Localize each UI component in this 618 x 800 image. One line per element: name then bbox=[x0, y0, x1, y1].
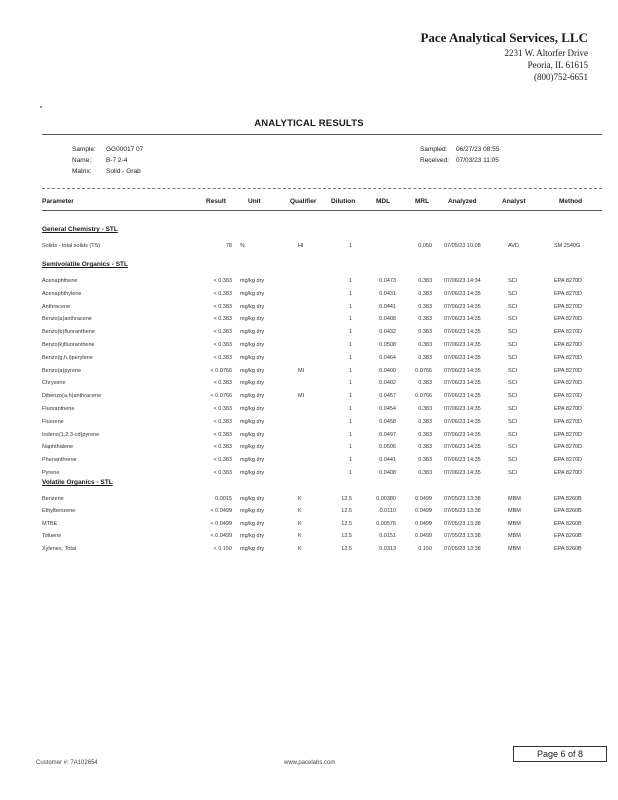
cell-mrl: 0.0766 bbox=[415, 393, 432, 400]
cell-method: EPA 8270D bbox=[554, 444, 583, 451]
cell-analyst: SCI bbox=[508, 444, 518, 451]
cell-analyst: SCI bbox=[508, 367, 518, 374]
cell-dilution: 12.5 bbox=[341, 496, 352, 502]
cell-analyzed: 07/06/23 14:35 bbox=[444, 290, 481, 297]
cell-unit: % bbox=[240, 243, 245, 249]
cell-mdl: 0.0457 bbox=[379, 393, 396, 400]
cell-param: Fluoranthene bbox=[42, 406, 75, 412]
table-row bbox=[0, 521, 618, 533]
cell-param: Pyrene bbox=[42, 470, 60, 476]
sample-label: Sample: bbox=[72, 146, 96, 153]
cell-mdl: 0.0508 bbox=[379, 342, 396, 348]
table-row bbox=[0, 432, 618, 444]
table-row bbox=[0, 470, 618, 482]
cell-method: EPA 8260B bbox=[554, 508, 582, 515]
cell-param: Benzene bbox=[42, 496, 64, 502]
cell-result: < 0.383 bbox=[213, 406, 232, 412]
cell-unit: mg/kg dry bbox=[240, 508, 265, 515]
cell-result: < 0.150 bbox=[213, 545, 232, 552]
cell-mrl: 0.383 bbox=[418, 406, 432, 412]
cell-unit: mg/kg dry bbox=[240, 457, 265, 464]
cell-analyst: SCI bbox=[508, 431, 518, 438]
table-row bbox=[0, 406, 618, 418]
cell-method: EPA 8270D bbox=[554, 431, 583, 438]
cell-analyzed: 07/06/23 14:35 bbox=[444, 470, 481, 476]
cell-analyst: MBM bbox=[508, 496, 521, 502]
cell-unit: mg/kg dry bbox=[240, 367, 265, 374]
header-divider-bottom bbox=[42, 210, 602, 211]
cell-unit: mg/kg dry bbox=[240, 278, 265, 284]
cell-dilution: 1 bbox=[348, 457, 352, 464]
sample-value: GG00017 07 bbox=[106, 146, 144, 153]
cell-result: 0.0015 bbox=[215, 496, 232, 502]
cell-dilution: 1 bbox=[348, 367, 352, 374]
cell-analyzed: 07/05/23 13:38 bbox=[444, 508, 481, 515]
name-value: B-7 2-4 bbox=[106, 157, 128, 164]
cell-analyst: SCI bbox=[508, 316, 518, 323]
cell-analyzed: 07/06/23 14:35 bbox=[444, 367, 481, 374]
cell-unit: mg/kg dry bbox=[240, 380, 265, 387]
cell-unit: mg/kg dry bbox=[240, 406, 265, 412]
cell-mdl: 0.0473 bbox=[379, 278, 396, 284]
cell-analyst: SCI bbox=[508, 290, 518, 297]
col-method: Method bbox=[559, 198, 583, 205]
cell-method: EPA 8270D bbox=[554, 329, 583, 336]
cell-mrl: 0.383 bbox=[418, 290, 432, 297]
cell-param: Dibenzo(a,h)anthracene bbox=[42, 393, 102, 400]
cell-method: EPA 8270D bbox=[554, 316, 583, 323]
cell-mdl: 0.0408 bbox=[379, 316, 396, 323]
cell-analyzed: 07/06/23 14:35 bbox=[444, 342, 481, 348]
cell-result: < 0.383 bbox=[213, 431, 232, 438]
cell-result: < 0.0499 bbox=[210, 508, 232, 515]
cell-unit: mg/kg dry bbox=[240, 418, 265, 425]
cell-mdl: 0.00576 bbox=[376, 520, 396, 527]
cell-mrl: 0.383 bbox=[418, 431, 432, 438]
cell-analyzed: 07/06/23 14:35 bbox=[444, 393, 481, 400]
cell-result: < 0.383 bbox=[213, 444, 232, 451]
sample-name bbox=[72, 157, 127, 164]
cell-mrl: 0.150 bbox=[418, 545, 432, 552]
cell-analyst: MBM bbox=[508, 545, 521, 552]
cell-method: EPA 8270D bbox=[554, 457, 583, 464]
cell-mrl: 0.383 bbox=[418, 354, 432, 361]
table-row bbox=[0, 508, 618, 520]
cell-mrl: 0.383 bbox=[418, 316, 432, 323]
cell-mdl: 0.0432 bbox=[379, 329, 396, 336]
cell-result: < 0.383 bbox=[213, 380, 232, 387]
cell-analyst: SCI bbox=[508, 303, 518, 310]
col-analyst: Analyst bbox=[502, 198, 526, 205]
table-row bbox=[0, 546, 618, 558]
cell-mrl: 0.383 bbox=[418, 342, 432, 348]
cell-result: < 0.383 bbox=[213, 354, 232, 361]
cell-unit: mg/kg dry bbox=[240, 303, 265, 310]
cell-result: < 0.383 bbox=[213, 470, 232, 476]
section-title-semivolatile: Semivolatile Organics - STL bbox=[42, 261, 128, 268]
cell-result: < 0.0499 bbox=[210, 533, 232, 540]
cell-result: < 0.383 bbox=[213, 329, 232, 336]
table-row bbox=[0, 316, 618, 328]
table-row bbox=[0, 329, 618, 341]
cell-analyzed: 07/06/23 14:35 bbox=[444, 329, 481, 336]
cell-dilution: 1 bbox=[348, 444, 352, 451]
cell-analyzed: 07/06/23 14:35 bbox=[444, 303, 481, 310]
cell-dilution: 1 bbox=[348, 243, 352, 249]
page-number: Page 6 of 8 bbox=[513, 746, 607, 762]
cell-analyzed: 07/06/23 14:35 bbox=[444, 354, 481, 361]
cell-analyst: SCI bbox=[508, 457, 518, 464]
cell-dilution: 1 bbox=[348, 303, 352, 310]
cell-analyst: MBM bbox=[508, 533, 521, 540]
cell-analyzed: 07/06/23 14:35 bbox=[444, 444, 481, 451]
cell-dilution: 1 bbox=[348, 470, 352, 476]
cell-result: < 0.383 bbox=[213, 418, 232, 425]
received-value: 07/03/23 11:05 bbox=[456, 157, 499, 164]
cell-analyst: SCI bbox=[508, 329, 518, 336]
cell-dilution: 1 bbox=[348, 393, 352, 400]
table-row bbox=[0, 419, 618, 431]
cell-analyst: SCI bbox=[508, 354, 518, 361]
cell-mrl: 0.0499 bbox=[415, 520, 432, 527]
cell-param: Benzo(a)pyrene bbox=[42, 367, 82, 374]
cell-unit: mg/kg dry bbox=[240, 520, 265, 527]
table-row bbox=[0, 355, 618, 367]
cell-param: Solids - total solids (TS) bbox=[42, 243, 101, 249]
sampled-date bbox=[420, 146, 499, 153]
cell-mrl: 0.0499 bbox=[415, 508, 432, 515]
table-row bbox=[0, 291, 618, 303]
received-label: Received: bbox=[420, 157, 449, 164]
col-qualifier: Qualifier bbox=[290, 198, 317, 205]
cell-analyzed: 07/05/23 13:38 bbox=[444, 496, 481, 502]
col-unit: Unit bbox=[248, 198, 261, 205]
cell-analyst: SCI bbox=[508, 278, 518, 284]
company-phone: (800)752-6651 bbox=[534, 72, 588, 82]
cell-mrl: 0.383 bbox=[418, 329, 432, 336]
customer-number: Customer #: 7A102654 bbox=[36, 760, 98, 766]
cell-dilution: 1 bbox=[348, 354, 352, 361]
sampled-label: Sampled: bbox=[420, 146, 448, 153]
cell-method: EPA 8270D bbox=[554, 367, 583, 374]
cell-mrl: 0.383 bbox=[418, 444, 432, 451]
cell-param: Phenanthrene bbox=[42, 457, 77, 464]
cell-result: < 0.383 bbox=[213, 316, 232, 323]
table-row bbox=[0, 380, 618, 392]
cell-method: EPA 8260B bbox=[554, 520, 582, 527]
cell-analyzed: 07/05/23 10:08 bbox=[444, 243, 481, 249]
cell-unit: mg/kg dry bbox=[240, 470, 265, 476]
cell-qualifier: K bbox=[298, 545, 302, 552]
cell-result: < 0.0766 bbox=[210, 367, 232, 374]
table-row bbox=[0, 304, 618, 316]
cell-dilution: 1 bbox=[348, 431, 352, 438]
cell-method: EPA 8270D bbox=[554, 470, 583, 476]
title-divider bbox=[42, 134, 602, 135]
cell-analyst: MBM bbox=[508, 520, 521, 527]
cell-analyzed: 07/06/23 14:35 bbox=[444, 380, 481, 387]
cell-unit: mg/kg dry bbox=[240, 393, 265, 400]
cell-param: Benzo(k)fluoranthene bbox=[42, 342, 95, 348]
cell-param: Benzo(a)anthracene bbox=[42, 316, 92, 323]
cell-mrl: 0.383 bbox=[418, 303, 432, 310]
cell-method: EPA 8270D bbox=[554, 418, 583, 425]
cell-dilution: 1 bbox=[348, 316, 352, 323]
col-result: Result bbox=[206, 198, 226, 205]
cell-result: < 0.383 bbox=[213, 278, 232, 284]
cell-qualifier: MI bbox=[298, 367, 305, 374]
cell-method: EPA 8260B bbox=[554, 533, 582, 540]
cell-method: EPA 8270D bbox=[554, 278, 583, 284]
scan-speck bbox=[40, 106, 42, 108]
cell-mdl: 0.0431 bbox=[379, 290, 396, 297]
cell-qualifier: HI bbox=[298, 243, 304, 249]
cell-analyzed: 07/06/23 14:35 bbox=[444, 418, 481, 425]
cell-method: EPA 8270D bbox=[554, 342, 583, 348]
cell-method: EPA 8270D bbox=[554, 290, 583, 297]
cell-method: EPA 8270D bbox=[554, 393, 583, 400]
cell-unit: mg/kg dry bbox=[240, 533, 265, 540]
cell-result: < 0.383 bbox=[213, 457, 232, 464]
table-row bbox=[0, 444, 618, 456]
cell-unit: mg/kg dry bbox=[240, 496, 265, 502]
cell-unit: mg/kg dry bbox=[240, 316, 265, 323]
cell-analyst: SCI bbox=[508, 418, 518, 425]
company-address: 2231 W. Altorfer Drive bbox=[504, 48, 588, 58]
cell-dilution: 1 bbox=[348, 342, 352, 348]
cell-dilution: 1 bbox=[348, 329, 352, 336]
received-date bbox=[420, 157, 499, 164]
cell-analyzed: 07/05/23 13:38 bbox=[444, 533, 481, 540]
cell-dilution: 12.5 bbox=[341, 508, 352, 515]
col-parameter: Parameter bbox=[42, 198, 74, 205]
cell-dilution: 1 bbox=[348, 418, 352, 425]
cell-dilution: 1 bbox=[348, 380, 352, 387]
cell-param: Indeno(1,2,3-cd)pyrene bbox=[42, 431, 100, 438]
sampled-value: 06/27/23 08:55 bbox=[456, 146, 500, 153]
section-title-volatile: Volatile Organics - STL bbox=[42, 479, 113, 486]
table-row bbox=[0, 457, 618, 469]
cell-dilution: 1 bbox=[348, 406, 352, 412]
cell-param: Anthracene bbox=[42, 303, 71, 310]
matrix-value: Solid - Grab bbox=[106, 168, 141, 175]
col-dilution: Dilution bbox=[331, 198, 356, 205]
cell-mdl: 0.0313 bbox=[379, 545, 396, 552]
name-label: Name: bbox=[72, 157, 92, 164]
cell-param: Toluene bbox=[42, 533, 62, 540]
cell-analyzed: 07/06/23 14:35 bbox=[444, 316, 481, 323]
cell-mdl: 0.0441 bbox=[379, 457, 396, 464]
cell-qualifier: K bbox=[298, 496, 302, 502]
section-title-general-chemistry: General Chemistry - STL bbox=[42, 226, 118, 233]
cell-unit: mg/kg dry bbox=[240, 290, 265, 297]
cell-mdl: 0.0441 bbox=[379, 303, 396, 310]
cell-unit: mg/kg dry bbox=[240, 354, 265, 361]
col-analyzed: Analyzed bbox=[448, 198, 477, 205]
cell-dilution: 12.5 bbox=[341, 520, 352, 527]
cell-mrl: 0.0499 bbox=[415, 533, 432, 540]
cell-qualifier: K bbox=[298, 508, 302, 515]
cell-dilution: 12.5 bbox=[341, 533, 352, 540]
cell-dilution: 1 bbox=[348, 290, 352, 297]
company-city: Peoria, IL 61615 bbox=[527, 60, 588, 70]
table-row bbox=[0, 533, 618, 545]
cell-param: Fluorene bbox=[42, 418, 64, 425]
table-row bbox=[0, 243, 618, 255]
cell-mrl: 0.050 bbox=[418, 243, 432, 249]
cell-analyzed: 07/06/23 14:35 bbox=[444, 457, 481, 464]
cell-param: Acenaphthene bbox=[42, 278, 78, 284]
cell-analyst: SCI bbox=[508, 342, 518, 348]
sample-id bbox=[72, 146, 143, 153]
cell-analyst: AVD bbox=[508, 243, 519, 249]
table-row bbox=[0, 368, 618, 380]
cell-param: Benzo(b)fluoranthene bbox=[42, 329, 95, 336]
website-link[interactable]: www.pacelabs.com bbox=[284, 760, 336, 766]
cell-analyst: SCI bbox=[508, 470, 518, 476]
cell-mdl: 0.0408 bbox=[379, 470, 396, 476]
cell-method: EPA 8260B bbox=[554, 496, 582, 502]
cell-param: Ethylbenzene bbox=[42, 508, 76, 515]
table-row bbox=[0, 496, 618, 508]
header-divider-top bbox=[42, 188, 602, 189]
cell-mdl: 0.0110 bbox=[379, 508, 396, 515]
cell-unit: mg/kg dry bbox=[240, 329, 265, 336]
cell-unit: mg/kg dry bbox=[240, 444, 265, 451]
cell-mdl: 0.0400 bbox=[379, 367, 396, 374]
cell-analyzed: 07/06/23 14:35 bbox=[444, 431, 481, 438]
cell-mdl: 0.0458 bbox=[379, 418, 396, 425]
table-row bbox=[0, 278, 618, 290]
cell-dilution: 12.5 bbox=[341, 545, 352, 552]
cell-analyzed: 07/05/23 13:38 bbox=[444, 520, 481, 527]
cell-dilution: 1 bbox=[348, 278, 352, 284]
cell-result: < 0.383 bbox=[213, 303, 232, 310]
cell-result: < 0.0499 bbox=[210, 520, 232, 527]
company-name: Pace Analytical Services, LLC bbox=[420, 30, 588, 45]
cell-analyzed: 07/05/23 13:38 bbox=[444, 545, 481, 552]
table-row bbox=[0, 342, 618, 354]
cell-result: < 0.383 bbox=[213, 342, 232, 348]
cell-mdl: 0.0497 bbox=[379, 431, 396, 438]
cell-qualifier: K bbox=[298, 533, 302, 540]
cell-mdl: 0.0454 bbox=[379, 406, 396, 412]
cell-qualifier: K bbox=[298, 520, 302, 527]
cell-analyzed: 07/06/23 14:34 bbox=[444, 278, 481, 284]
cell-method: SM 2540G bbox=[554, 243, 581, 249]
cell-param: Naphthalene bbox=[42, 444, 74, 451]
cell-method: EPA 8270D bbox=[554, 303, 583, 310]
cell-analyst: SCI bbox=[508, 406, 518, 412]
cell-mdl: 0.0464 bbox=[379, 354, 396, 361]
col-mrl: MRL bbox=[415, 198, 430, 205]
cell-result: < 0.0766 bbox=[210, 393, 232, 400]
cell-analyst: MBM bbox=[508, 508, 521, 515]
cell-unit: mg/kg dry bbox=[240, 545, 265, 552]
cell-analyst: SCI bbox=[508, 380, 518, 387]
cell-mrl: 0.383 bbox=[418, 380, 432, 387]
page-title: ANALYTICAL RESULTS bbox=[254, 118, 364, 129]
cell-param: MTBE bbox=[42, 520, 58, 527]
cell-qualifier: MI bbox=[298, 393, 305, 400]
cell-mdl: 0.00380 bbox=[376, 496, 396, 502]
cell-mrl: 0.383 bbox=[418, 457, 432, 464]
cell-unit: mg/kg dry bbox=[240, 342, 265, 348]
cell-result: 78 bbox=[225, 243, 232, 249]
cell-method: EPA 8270D bbox=[554, 380, 583, 387]
cell-mdl: 0.0402 bbox=[379, 380, 396, 387]
cell-param: Chrysene bbox=[42, 380, 66, 387]
cell-mrl: 0.383 bbox=[418, 418, 432, 425]
cell-mrl: 0.0499 bbox=[415, 496, 432, 502]
cell-mdl: 0.0151 bbox=[379, 533, 396, 540]
cell-analyst: SCI bbox=[508, 393, 518, 400]
matrix-label: Matrix: bbox=[72, 168, 92, 175]
cell-mdl: 0.0506 bbox=[379, 444, 396, 451]
cell-method: EPA 8270D bbox=[554, 354, 583, 361]
cell-method: EPA 8260B bbox=[554, 545, 582, 552]
cell-mrl: 0.0766 bbox=[415, 367, 432, 374]
cell-result: < 0.383 bbox=[213, 290, 232, 297]
cell-analyzed: 07/06/23 14:35 bbox=[444, 406, 481, 412]
cell-mrl: 0.383 bbox=[418, 278, 432, 284]
cell-param: Benzo(g,h,i)perylene bbox=[42, 354, 93, 361]
cell-param: Xylenes, Total bbox=[42, 545, 77, 552]
sample-matrix bbox=[72, 168, 141, 175]
cell-mrl: 0.383 bbox=[418, 470, 432, 476]
cell-method: EPA 8270D bbox=[554, 406, 583, 412]
cell-unit: mg/kg dry bbox=[240, 431, 265, 438]
cell-param: Acenaphthylene bbox=[42, 290, 82, 297]
table-row bbox=[0, 393, 618, 405]
col-mdl: MDL bbox=[376, 198, 391, 205]
